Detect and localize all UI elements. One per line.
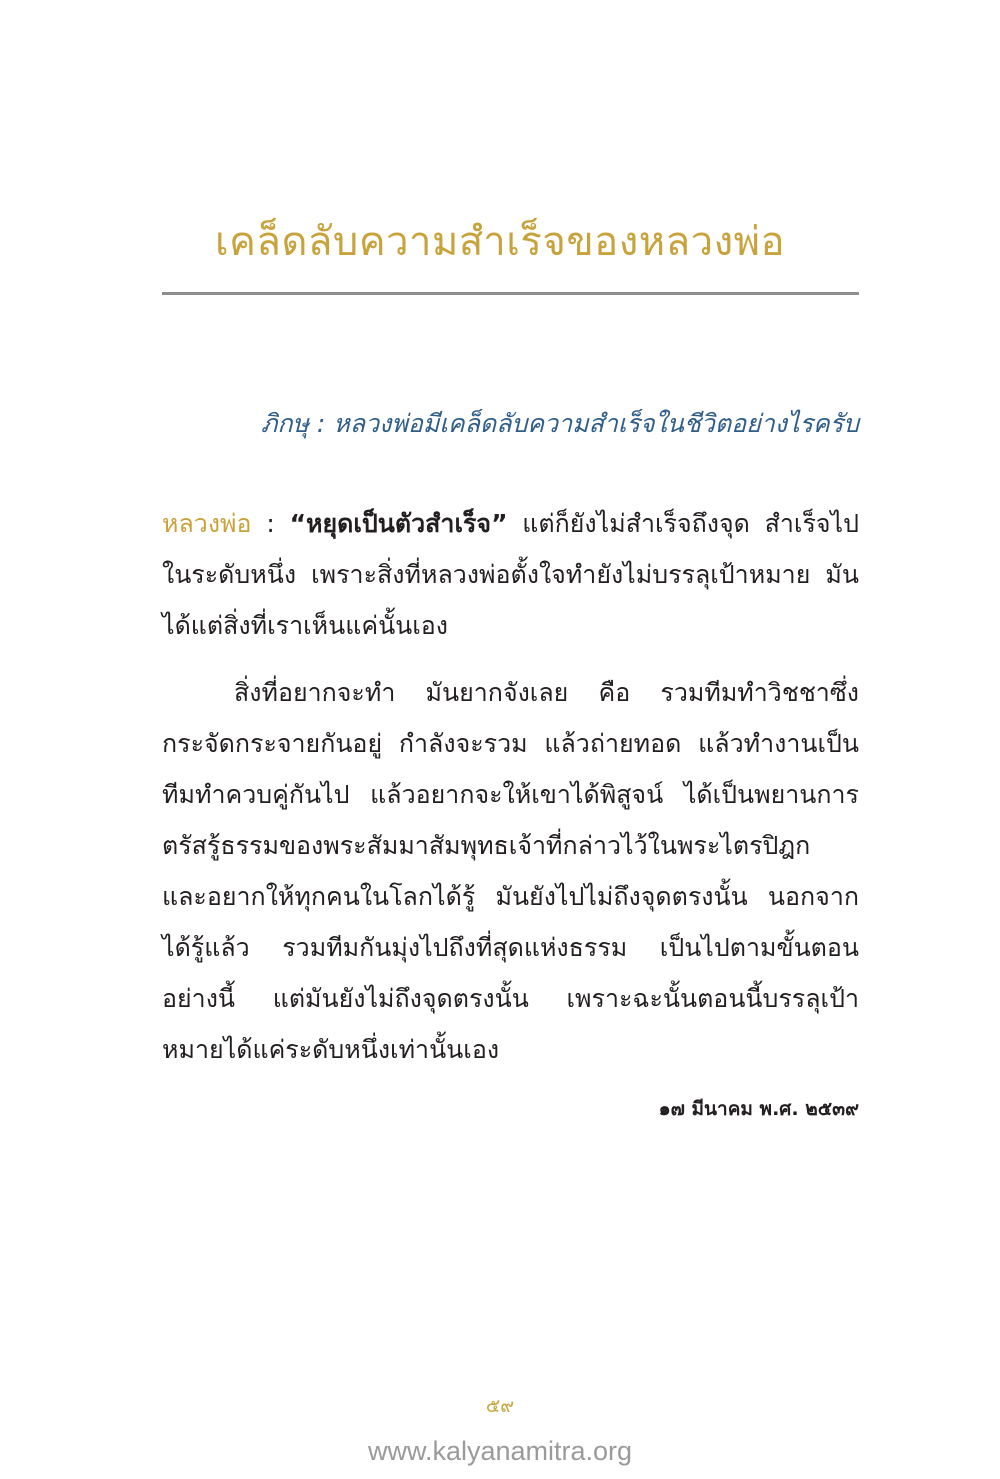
page-number: ๕๙ (485, 1395, 515, 1417)
answer-paragraph-1 (162, 498, 859, 651)
answer-paragraph-1-text: แต่ก็ยังไม่สำเร็จถึงจุด สำเร็จไปในระดับหนึ่ง เพราะสิ่งที่หลวงพ่อตั้งใจทำยังไม่บรรลุเป้าหมาย มันได้แต่สิ่งที่เราเห็นแค่นั้นเอง (162, 509, 859, 640)
page-title: เคล็ดลับความสำเร็จของหลวงพ่อ (215, 219, 785, 265)
speaker-separator: : (251, 509, 290, 538)
title-divider (162, 292, 859, 295)
answer-paragraph-2: สิ่งที่อยากจะทำ มันยากจังเลย คือ รวมทีมทำวิชชาซึ่งกระจัดกระจายกันอยู่ กำลังจะรวม แล้วถ่ายทอด แล้วทำงานเป็นทีมทำควบคู่กันไป แล้วอยากจะให้เขาได้พิสูจน์ ได้เป็นพยานการตรัสรู้ธรรมของพระสัมมาสัมพุทธเจ้าที่กล่าวไว้ในพระไตรปิฎก และอยากให้ทุกคนในโลกได้รู้ มันยังไปไม่ถึงจุดตรงนั้น นอกจากได้รู้แล้ว รวมทีมกันมุ่งไปถึงที่สุดแห่งธรรม เป็นไปตามขั้นตอนอย่างนี้ แต่มันยังไม่ถึงจุดตรงนั้น เพราะฉะนั้นตอนนี้บรรลุเป้าหมายได้แค่ระดับหนึ่งเท่านั้นเอง (162, 678, 859, 1064)
website-url: www.kalyanamitra.org (367, 1436, 633, 1466)
monk-question: ภิกษุ : หลวงพ่อมีเคล็ดลับความสำเร็จในชีวิตอย่างไรครับ (260, 409, 859, 438)
speaker-label: หลวงพ่อ (162, 509, 252, 538)
answer-quote: “หยุดเป็นตัวสำเร็จ” (289, 509, 508, 538)
talk-date: ๑๗ มีนาคม พ.ศ. ๒๕๓๙ (658, 1098, 859, 1120)
